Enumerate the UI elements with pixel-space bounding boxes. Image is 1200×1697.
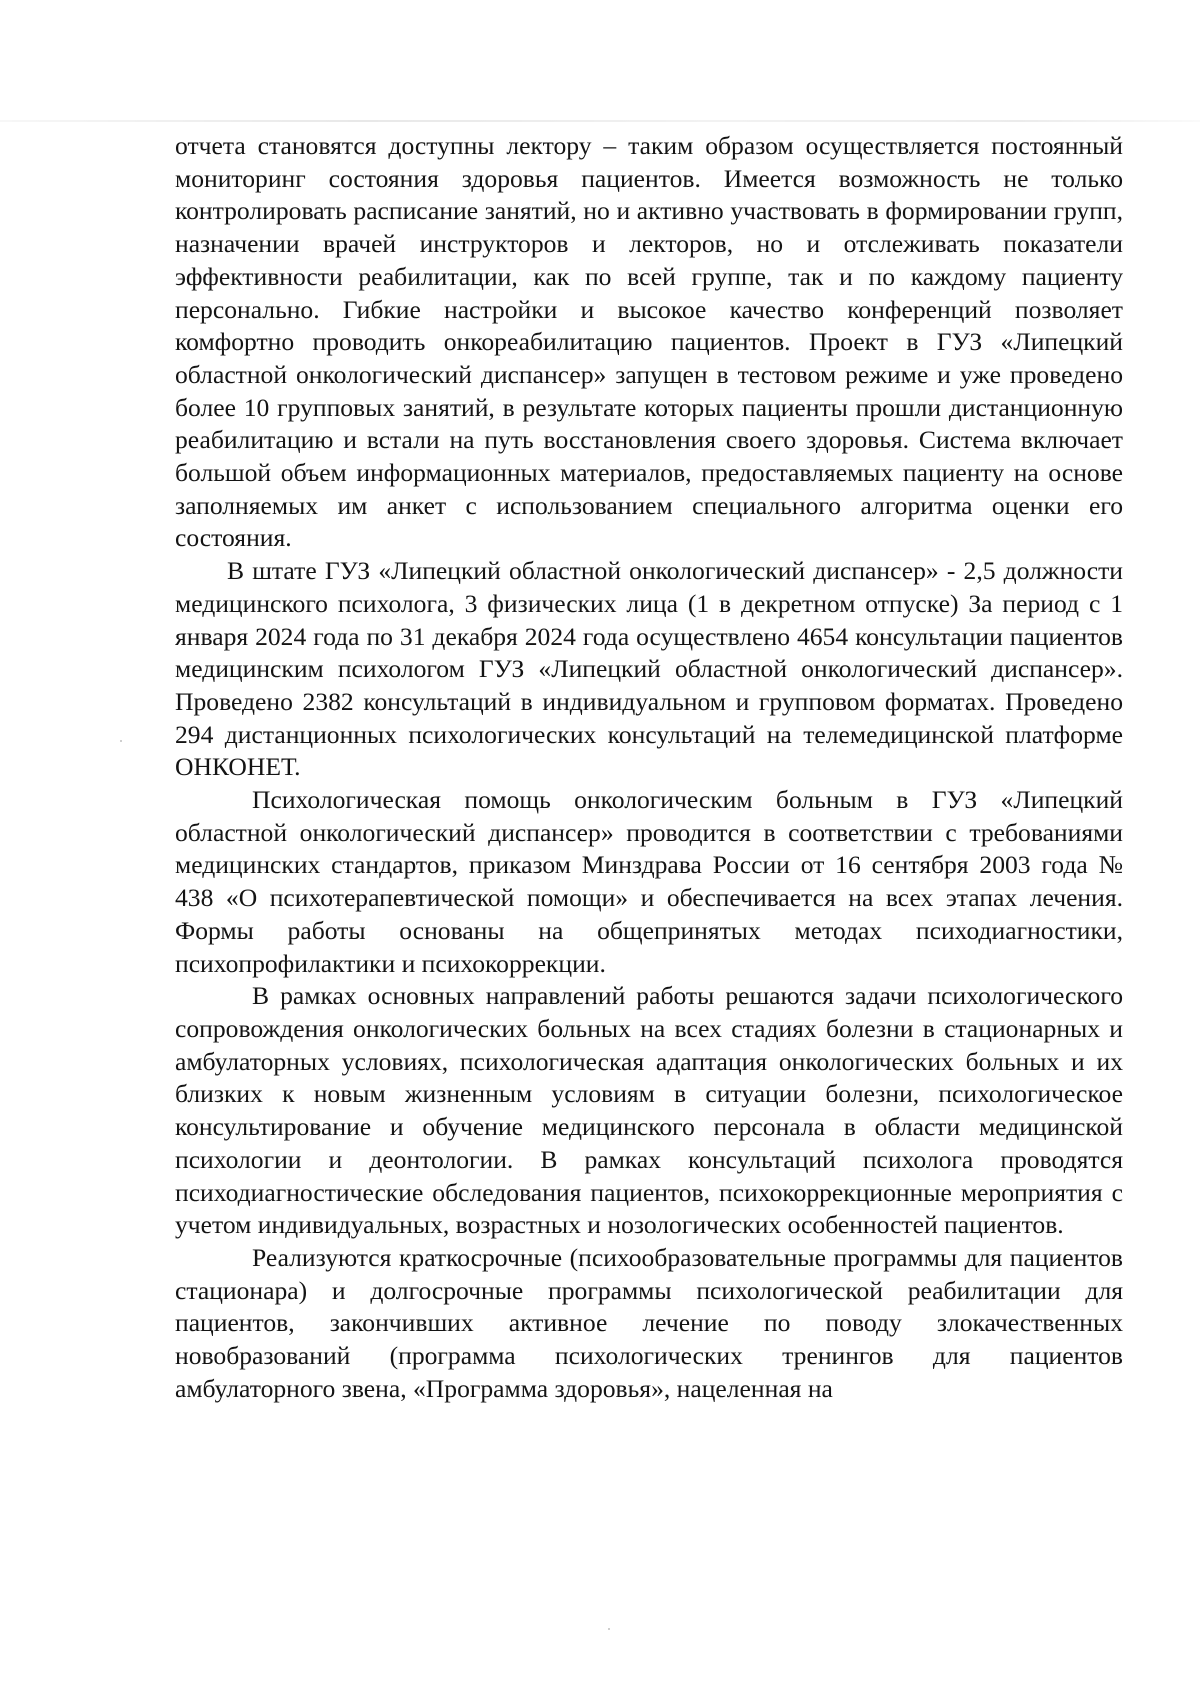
paragraph-psychological-help: Психологическая помощь онкологическим больным в ГУЗ «Липецкий областной онкологический диспансер» проводится в соответствии с требованиями медицинских стандартов, приказом Минздрава России от 16 сентября 2003 года № 438 «О психотерапевтической помощи» и обеспечивается на всех этапах лечения. Формы работы основаны на общепринятых методах психодиагностики, психопрофилактики и психокоррекции.	[175, 785, 1123, 978]
paragraph-onconet-platform: отчета становятся доступны лектору – таким образом осуществляется постоянный мониторинг состояния здоровья пациентов. Имеется возможность не только контролировать расписание занятий, но и активно участвовать в формировании групп, назначении врачей инструкторов и лекторов, но и отслеживать показатели эффективности реабилитации, как по всей группе, так и по каждому пациенту персонально. Гибкие настройки и высокое качество конференций позволяет комфортно проводить онкореабилитацию пациентов. Проект в ГУЗ «Липецкий областной онкологический диспансер» запущен в тестовом режиме и уже проведено более 10 групповых занятий, в результате которых пациенты прошли дистанционную реабилитацию и встали на путь восстановления своего здоровья. Система включает большой объем информационных материалов, предоставляемых пациенту на основе заполняемых им анкет с использованием специального алгоритма оценки его состояния.	[175, 131, 1123, 553]
paragraph-work-directions: В рамках основных направлений работы решаются задачи психологического сопровождения онкологических больных на всех стадиях болезни в стационарных и амбулаторных условиях, психологическая адаптация онкологических больных и их близких к новым жизненным условиям в ситуации болезни, психологическое консультирование и обучение медицинского персонала в области медицинской психологии и деонтологии. В рамках консультаций психолога проводятся психодиагностические обследования пациентов, психокоррекционные мероприятия с учетом индивидуальных, возрастных и нозологических особенностей пациентов.	[175, 981, 1123, 1240]
document-page	[175, 130, 1123, 1405]
paragraph-programs: Реализуются краткосрочные (психообразовательные программы для пациентов стационара) и долгосрочные программы психологической реабилитации для пациентов, закончивших активное лечение по поводу злокачественных новобразований (программа психологических тренингов для пациентов амбулаторного звена, «Программа здоровья», нацеленная на	[175, 1242, 1123, 1403]
scan-speck	[120, 740, 122, 742]
paragraph-staff-statistics: В штате ГУЗ «Липецкий областной онкологический диспансер» - 2,5 должности медицинского психолога, 3 физических лица (1 в декретном отпуске) За период с 1 января 2024 года по 31 декабря 2024 года осуществлено 4654 консультации пациентов медицинским психологом ГУЗ «Липецкий областной онкологический диспансер». Проведено 2382 консультаций в индивидуальном и групповом форматах. Проведено 294 дистанционных психологических консультаций на телемедицинской платформе ОНКОНЕТ.	[175, 556, 1123, 782]
scan-artifact-line	[0, 120, 1200, 122]
scan-speck	[608, 1628, 610, 1630]
